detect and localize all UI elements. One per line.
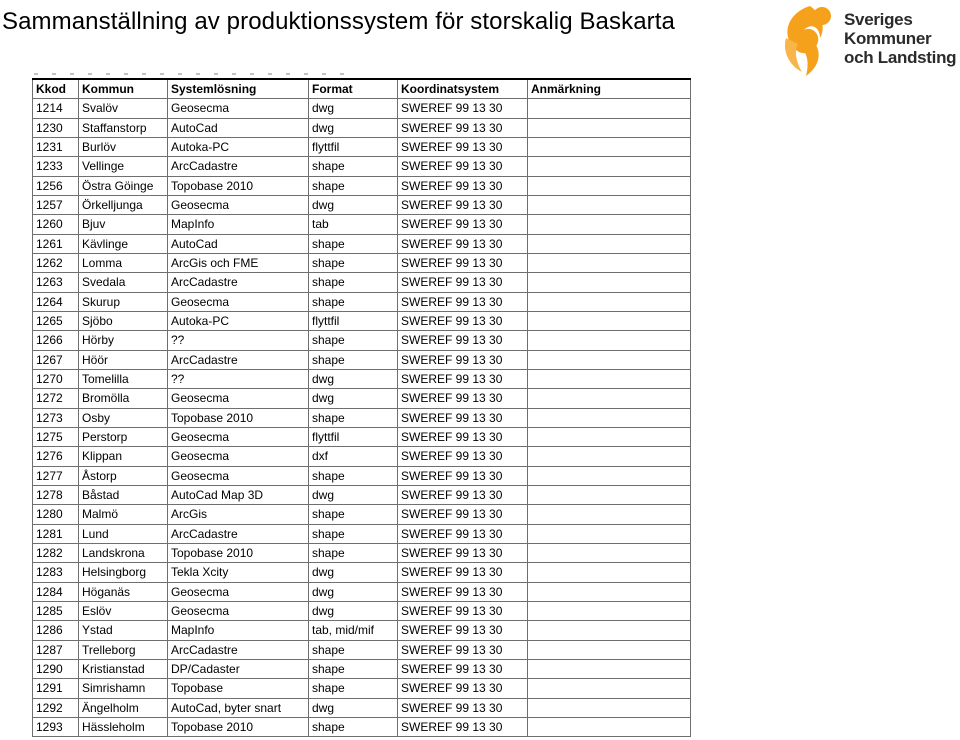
table-row bbox=[33, 582, 691, 601]
cell-systemlosning: Autoka-PC bbox=[168, 311, 309, 330]
cell-kkod: 1276 bbox=[33, 447, 79, 466]
cell-kommun: Svedala bbox=[79, 273, 168, 292]
cell-systemlosning: DP/Cadaster bbox=[168, 659, 309, 678]
cell-systemlosning: ArcCadastre bbox=[168, 350, 309, 369]
cell-anmarkning bbox=[528, 331, 691, 350]
cell-systemlosning: Geosecma bbox=[168, 389, 309, 408]
cell-koordinatsystem: SWEREF 99 13 30 bbox=[398, 350, 528, 369]
cell-koordinatsystem: SWEREF 99 13 30 bbox=[398, 292, 528, 311]
table-row bbox=[33, 118, 691, 137]
table-row bbox=[33, 698, 691, 717]
cell-koordinatsystem: SWEREF 99 13 30 bbox=[398, 447, 528, 466]
cropped-row-remnant bbox=[34, 73, 354, 75]
cell-kkod: 1261 bbox=[33, 234, 79, 253]
cell-anmarkning bbox=[528, 485, 691, 504]
cell-koordinatsystem: SWEREF 99 13 30 bbox=[398, 601, 528, 620]
header-format: Format bbox=[309, 79, 398, 99]
cell-kommun: Hörby bbox=[79, 331, 168, 350]
cell-format: tab bbox=[309, 215, 398, 234]
cell-koordinatsystem: SWEREF 99 13 30 bbox=[398, 717, 528, 736]
cell-format: dwg bbox=[309, 601, 398, 620]
cell-anmarkning bbox=[528, 621, 691, 640]
cell-anmarkning bbox=[528, 137, 691, 156]
cell-anmarkning bbox=[528, 215, 691, 234]
cell-koordinatsystem: SWEREF 99 13 30 bbox=[398, 543, 528, 562]
header-koordinatsystem: Koordinatsystem bbox=[398, 79, 528, 99]
skl-logo-icon bbox=[776, 2, 840, 78]
cell-anmarkning bbox=[528, 447, 691, 466]
cell-koordinatsystem: SWEREF 99 13 30 bbox=[398, 118, 528, 137]
cell-kommun: Hässleholm bbox=[79, 717, 168, 736]
cell-format: dwg bbox=[309, 563, 398, 582]
cell-kommun: Eslöv bbox=[79, 601, 168, 620]
cell-kkod: 1264 bbox=[33, 292, 79, 311]
cell-format: dwg bbox=[309, 698, 398, 717]
header-kkod: Kkod bbox=[33, 79, 79, 99]
cell-systemlosning: Geosecma bbox=[168, 582, 309, 601]
cell-kommun: Trelleborg bbox=[79, 640, 168, 659]
cell-format: shape bbox=[309, 717, 398, 736]
cell-systemlosning: Topobase 2010 bbox=[168, 408, 309, 427]
cell-koordinatsystem: SWEREF 99 13 30 bbox=[398, 176, 528, 195]
cell-format: tab, mid/mif bbox=[309, 621, 398, 640]
table-row bbox=[33, 505, 691, 524]
cell-systemlosning: AutoCad Map 3D bbox=[168, 485, 309, 504]
cell-kommun: Östra Göinge bbox=[79, 176, 168, 195]
cell-kkod: 1285 bbox=[33, 601, 79, 620]
cell-anmarkning bbox=[528, 659, 691, 678]
table-row bbox=[33, 195, 691, 214]
table-body bbox=[33, 99, 691, 737]
cell-format: dwg bbox=[309, 485, 398, 504]
cell-koordinatsystem: SWEREF 99 13 30 bbox=[398, 195, 528, 214]
table-row bbox=[33, 215, 691, 234]
table-row bbox=[33, 99, 691, 118]
table-row bbox=[33, 466, 691, 485]
cell-koordinatsystem: SWEREF 99 13 30 bbox=[398, 408, 528, 427]
cell-kkod: 1277 bbox=[33, 466, 79, 485]
cell-format: dwg bbox=[309, 389, 398, 408]
cell-format: dwg bbox=[309, 582, 398, 601]
cell-format: shape bbox=[309, 234, 398, 253]
table-row bbox=[33, 485, 691, 504]
cell-systemlosning: ArcCadastre bbox=[168, 524, 309, 543]
cell-anmarkning bbox=[528, 524, 691, 543]
cell-anmarkning bbox=[528, 466, 691, 485]
cell-systemlosning: MapInfo bbox=[168, 621, 309, 640]
cell-anmarkning bbox=[528, 176, 691, 195]
cell-format: shape bbox=[309, 253, 398, 272]
skl-logo bbox=[776, 2, 960, 78]
cell-kkod: 1275 bbox=[33, 427, 79, 446]
cell-format: shape bbox=[309, 331, 398, 350]
cell-anmarkning bbox=[528, 408, 691, 427]
cell-kommun: Lomma bbox=[79, 253, 168, 272]
cell-koordinatsystem: SWEREF 99 13 30 bbox=[398, 311, 528, 330]
logo-line-2: Kommuner bbox=[844, 29, 932, 48]
cell-koordinatsystem: SWEREF 99 13 30 bbox=[398, 389, 528, 408]
cell-anmarkning bbox=[528, 195, 691, 214]
table-row bbox=[33, 369, 691, 388]
cell-anmarkning bbox=[528, 273, 691, 292]
table-row bbox=[33, 311, 691, 330]
table-row bbox=[33, 447, 691, 466]
cell-kommun: Örkelljunga bbox=[79, 195, 168, 214]
table-row bbox=[33, 601, 691, 620]
cell-format: shape bbox=[309, 466, 398, 485]
cell-kommun: Tomelilla bbox=[79, 369, 168, 388]
cell-koordinatsystem: SWEREF 99 13 30 bbox=[398, 273, 528, 292]
cell-kkod: 1280 bbox=[33, 505, 79, 524]
cell-kommun: Staffanstorp bbox=[79, 118, 168, 137]
cell-koordinatsystem: SWEREF 99 13 30 bbox=[398, 331, 528, 350]
cell-kkod: 1262 bbox=[33, 253, 79, 272]
cell-systemlosning: Topobase bbox=[168, 679, 309, 698]
cell-anmarkning bbox=[528, 698, 691, 717]
cell-anmarkning bbox=[528, 563, 691, 582]
cell-kkod: 1281 bbox=[33, 524, 79, 543]
cell-kommun: Klippan bbox=[79, 447, 168, 466]
cell-kommun: Simrishamn bbox=[79, 679, 168, 698]
table-row bbox=[33, 137, 691, 156]
cell-kommun: Osby bbox=[79, 408, 168, 427]
cell-systemlosning: Geosecma bbox=[168, 601, 309, 620]
cell-format: shape bbox=[309, 640, 398, 659]
cell-kommun: Kävlinge bbox=[79, 234, 168, 253]
cell-kkod: 1265 bbox=[33, 311, 79, 330]
cell-format: shape bbox=[309, 524, 398, 543]
table-row bbox=[33, 389, 691, 408]
logo-line-1: Sveriges bbox=[844, 10, 913, 29]
cell-koordinatsystem: SWEREF 99 13 30 bbox=[398, 505, 528, 524]
cell-kkod: 1272 bbox=[33, 389, 79, 408]
table-row bbox=[33, 717, 691, 736]
cell-koordinatsystem: SWEREF 99 13 30 bbox=[398, 157, 528, 176]
cell-kommun: Svalöv bbox=[79, 99, 168, 118]
cell-kkod: 1260 bbox=[33, 215, 79, 234]
table-row bbox=[33, 563, 691, 582]
cell-systemlosning: Topobase 2010 bbox=[168, 717, 309, 736]
table-header-row bbox=[33, 79, 691, 99]
table-row bbox=[33, 408, 691, 427]
cell-kkod: 1293 bbox=[33, 717, 79, 736]
cell-kkod: 1273 bbox=[33, 408, 79, 427]
cell-systemlosning: AutoCad bbox=[168, 118, 309, 137]
cell-format: dwg bbox=[309, 99, 398, 118]
cell-kommun: Ängelholm bbox=[79, 698, 168, 717]
table-row bbox=[33, 273, 691, 292]
table-row bbox=[33, 524, 691, 543]
cell-koordinatsystem: SWEREF 99 13 30 bbox=[398, 369, 528, 388]
cell-kkod: 1278 bbox=[33, 485, 79, 504]
cell-systemlosning: ?? bbox=[168, 369, 309, 388]
cell-anmarkning bbox=[528, 505, 691, 524]
cell-anmarkning bbox=[528, 582, 691, 601]
table-row bbox=[33, 350, 691, 369]
cell-format: dwg bbox=[309, 195, 398, 214]
header-systemlosning: Systemlösning bbox=[168, 79, 309, 99]
cell-kommun: Bjuv bbox=[79, 215, 168, 234]
cell-koordinatsystem: SWEREF 99 13 30 bbox=[398, 427, 528, 446]
cell-koordinatsystem: SWEREF 99 13 30 bbox=[398, 621, 528, 640]
cell-format: dwg bbox=[309, 369, 398, 388]
cell-systemlosning: AutoCad bbox=[168, 234, 309, 253]
cell-anmarkning bbox=[528, 427, 691, 446]
table-row bbox=[33, 157, 691, 176]
table-row bbox=[33, 640, 691, 659]
cell-anmarkning bbox=[528, 99, 691, 118]
cell-kkod: 1263 bbox=[33, 273, 79, 292]
cell-anmarkning bbox=[528, 234, 691, 253]
cell-systemlosning: AutoCad, byter snart bbox=[168, 698, 309, 717]
cell-systemlosning: ?? bbox=[168, 331, 309, 350]
cell-koordinatsystem: SWEREF 99 13 30 bbox=[398, 698, 528, 717]
cell-kommun: Sjöbo bbox=[79, 311, 168, 330]
cell-format: flyttfil bbox=[309, 311, 398, 330]
cell-koordinatsystem: SWEREF 99 13 30 bbox=[398, 253, 528, 272]
cell-koordinatsystem: SWEREF 99 13 30 bbox=[398, 563, 528, 582]
cell-systemlosning: Geosecma bbox=[168, 195, 309, 214]
cell-kkod: 1282 bbox=[33, 543, 79, 562]
cell-kommun: Lund bbox=[79, 524, 168, 543]
cell-kommun: Höör bbox=[79, 350, 168, 369]
header-anmarkning: Anmärkning bbox=[528, 79, 691, 99]
cell-anmarkning bbox=[528, 679, 691, 698]
cell-format: shape bbox=[309, 176, 398, 195]
cell-koordinatsystem: SWEREF 99 13 30 bbox=[398, 582, 528, 601]
cell-anmarkning bbox=[528, 118, 691, 137]
cell-kkod: 1290 bbox=[33, 659, 79, 678]
page-title: Sammanställning av produktionssystem för storskalig Baskarta bbox=[2, 8, 675, 35]
cell-kkod: 1283 bbox=[33, 563, 79, 582]
cell-kommun: Åstorp bbox=[79, 466, 168, 485]
cell-kommun: Ystad bbox=[79, 621, 168, 640]
cell-anmarkning bbox=[528, 601, 691, 620]
cell-kommun: Bromölla bbox=[79, 389, 168, 408]
cell-systemlosning: Autoka-PC bbox=[168, 137, 309, 156]
cell-format: shape bbox=[309, 157, 398, 176]
table-row bbox=[33, 234, 691, 253]
cell-koordinatsystem: SWEREF 99 13 30 bbox=[398, 137, 528, 156]
cell-anmarkning bbox=[528, 717, 691, 736]
cell-kkod: 1291 bbox=[33, 679, 79, 698]
cell-format: dxf bbox=[309, 447, 398, 466]
cell-kkod: 1270 bbox=[33, 369, 79, 388]
cell-anmarkning bbox=[528, 292, 691, 311]
cell-systemlosning: Geosecma bbox=[168, 466, 309, 485]
cell-koordinatsystem: SWEREF 99 13 30 bbox=[398, 466, 528, 485]
cell-systemlosning: Tekla Xcity bbox=[168, 563, 309, 582]
cell-anmarkning bbox=[528, 369, 691, 388]
table-row bbox=[33, 176, 691, 195]
cell-koordinatsystem: SWEREF 99 13 30 bbox=[398, 524, 528, 543]
cell-koordinatsystem: SWEREF 99 13 30 bbox=[398, 679, 528, 698]
cell-format: dwg bbox=[309, 118, 398, 137]
table-row bbox=[33, 427, 691, 446]
cell-systemlosning: Geosecma bbox=[168, 99, 309, 118]
cell-anmarkning bbox=[528, 311, 691, 330]
cell-kommun: Burlöv bbox=[79, 137, 168, 156]
cell-anmarkning bbox=[528, 389, 691, 408]
cell-anmarkning bbox=[528, 350, 691, 369]
cell-format: shape bbox=[309, 273, 398, 292]
cell-format: flyttfil bbox=[309, 137, 398, 156]
cell-koordinatsystem: SWEREF 99 13 30 bbox=[398, 659, 528, 678]
cell-kkod: 1266 bbox=[33, 331, 79, 350]
table-row bbox=[33, 292, 691, 311]
cell-kkod: 1230 bbox=[33, 118, 79, 137]
cell-systemlosning: ArcGis och FME bbox=[168, 253, 309, 272]
cell-kkod: 1257 bbox=[33, 195, 79, 214]
cell-format: shape bbox=[309, 543, 398, 562]
cell-kommun: Kristianstad bbox=[79, 659, 168, 678]
cell-kkod: 1287 bbox=[33, 640, 79, 659]
cell-koordinatsystem: SWEREF 99 13 30 bbox=[398, 485, 528, 504]
cell-systemlosning: ArcCadastre bbox=[168, 157, 309, 176]
table-row bbox=[33, 659, 691, 678]
cell-format: shape bbox=[309, 408, 398, 427]
cell-systemlosning: Geosecma bbox=[168, 427, 309, 446]
cell-systemlosning: MapInfo bbox=[168, 215, 309, 234]
cell-anmarkning bbox=[528, 253, 691, 272]
cell-format: flyttfil bbox=[309, 427, 398, 446]
cell-format: shape bbox=[309, 292, 398, 311]
cell-format: shape bbox=[309, 350, 398, 369]
table-row bbox=[33, 679, 691, 698]
cell-kkod: 1267 bbox=[33, 350, 79, 369]
cell-systemlosning: ArcCadastre bbox=[168, 273, 309, 292]
cell-kommun: Skurup bbox=[79, 292, 168, 311]
cell-systemlosning: ArcGis bbox=[168, 505, 309, 524]
cell-format: shape bbox=[309, 659, 398, 678]
baskarta-system-table bbox=[32, 78, 691, 737]
table-row bbox=[33, 331, 691, 350]
cell-format: shape bbox=[309, 505, 398, 524]
cell-kommun: Landskrona bbox=[79, 543, 168, 562]
cell-kommun: Vellinge bbox=[79, 157, 168, 176]
cell-kommun: Höganäs bbox=[79, 582, 168, 601]
header-kommun: Kommun bbox=[79, 79, 168, 99]
table-row bbox=[33, 253, 691, 272]
table-row bbox=[33, 621, 691, 640]
cell-anmarkning bbox=[528, 157, 691, 176]
cell-koordinatsystem: SWEREF 99 13 30 bbox=[398, 234, 528, 253]
cell-kommun: Perstorp bbox=[79, 427, 168, 446]
cell-kommun: Helsingborg bbox=[79, 563, 168, 582]
cell-systemlosning: Topobase 2010 bbox=[168, 176, 309, 195]
cell-koordinatsystem: SWEREF 99 13 30 bbox=[398, 99, 528, 118]
logo-text bbox=[844, 10, 956, 67]
cell-kommun: Båstad bbox=[79, 485, 168, 504]
cell-kkod: 1286 bbox=[33, 621, 79, 640]
cell-anmarkning bbox=[528, 543, 691, 562]
logo-line-3: och Landsting bbox=[844, 48, 957, 67]
table-row bbox=[33, 543, 691, 562]
cell-kkod: 1231 bbox=[33, 137, 79, 156]
cell-kkod: 1256 bbox=[33, 176, 79, 195]
cell-format: shape bbox=[309, 679, 398, 698]
cell-systemlosning: Geosecma bbox=[168, 292, 309, 311]
cell-kkod: 1284 bbox=[33, 582, 79, 601]
cell-kkod: 1292 bbox=[33, 698, 79, 717]
cell-koordinatsystem: SWEREF 99 13 30 bbox=[398, 640, 528, 659]
cell-systemlosning: Geosecma bbox=[168, 447, 309, 466]
cell-anmarkning bbox=[528, 640, 691, 659]
cell-kkod: 1233 bbox=[33, 157, 79, 176]
cell-kommun: Malmö bbox=[79, 505, 168, 524]
cell-kkod: 1214 bbox=[33, 99, 79, 118]
cell-koordinatsystem: SWEREF 99 13 30 bbox=[398, 215, 528, 234]
cell-systemlosning: Topobase 2010 bbox=[168, 543, 309, 562]
cell-systemlosning: ArcCadastre bbox=[168, 640, 309, 659]
